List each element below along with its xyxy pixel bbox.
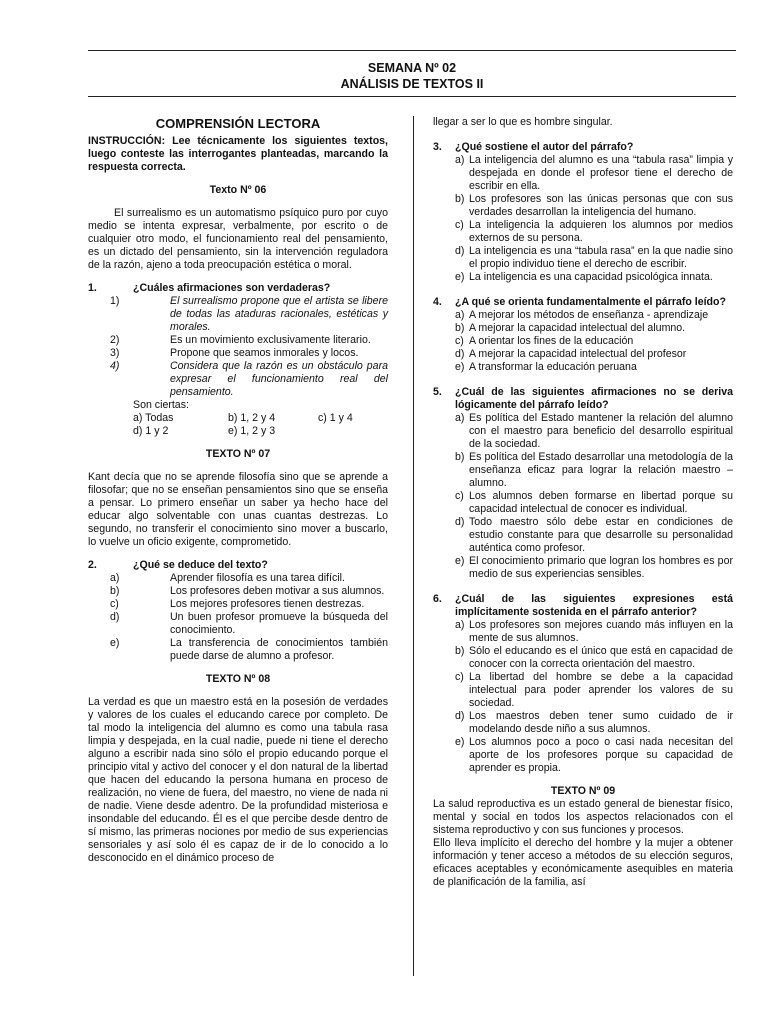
question-5: 5. ¿Cuál de las siguientes afirmaciones no se deriva lógicamente del párrafo leído? <box>433 386 733 411</box>
q3-option-a[interactable]: a) La inteligencia del alumno es una “tabula rasa” limpia y despejada en donde el profesor tiene el derecho de escribir en ella. <box>455 154 733 192</box>
q6-option-d[interactable]: d) Los maestros deben tener sumo cuidado de ir modelando desde niño a sus alumnos. <box>455 710 733 735</box>
option-b[interactable]: b) 1, 2 y 4 <box>228 412 276 424</box>
question-1: 1. ¿Cuáles afirmaciones son verdaderas? <box>88 282 331 294</box>
comprension-title: COMPRENSIÓN LECTORA <box>155 116 321 131</box>
q3-option-d[interactable]: d) La inteligencia es una “tabula rasa” en la que nadie sino el propio individuo tiene el derecho de escribir. <box>455 245 733 270</box>
q3-option-c[interactable]: c) La inteligencia la adquieren los alumnos por medios externos de su persona. <box>455 219 733 244</box>
right-column <box>433 116 733 889</box>
q6-option-c[interactable]: c) La libertad del hombre se debe a la capacidad intelectual para poder aprender los valores de su sociedad. <box>455 671 733 709</box>
q5-option-a[interactable]: a) Es política del Estado mantener la relación del alumno con el maestro para beneficio del desarrollo espiritual de la sociedad. <box>455 412 733 450</box>
question-3: 3. ¿Qué sostiene el autor del párrafo? <box>433 141 634 153</box>
top-rule <box>88 50 736 51</box>
option-c[interactable]: c) 1 y 4 <box>318 412 353 424</box>
question-2: 2. ¿Qué se deduce del texto? <box>88 559 268 571</box>
option-d[interactable]: d) 1 y 2 <box>133 425 169 437</box>
q1-son-ciertas: Son ciertas: <box>133 399 189 411</box>
texto07-heading: TEXTO Nº 07 <box>205 448 271 460</box>
left-column <box>88 116 388 865</box>
q2-option-d[interactable]: d) Un buen profesor promueve la búsqueda del conocimiento. <box>110 611 388 636</box>
texto09-paragraph-1: La salud reproductiva es un estado general de bienestar físico, mental y social en todos los aspectos relacionados con el sistema reproductivo y con sus funciones y procesos. <box>433 798 733 836</box>
q1-item-3: 3) Propone que seamos inmorales y locos. <box>110 347 359 359</box>
option-a[interactable]: a) Todas <box>133 412 174 424</box>
q4-option-d[interactable]: d) A mejorar la capacidad intelectual del profesor <box>455 348 687 360</box>
q5-option-e[interactable]: e) El conocimiento primario que logran los hombres es por medio de sus experiencias sensibles. <box>455 555 733 580</box>
column-divider <box>413 116 414 976</box>
header-rule <box>88 96 736 97</box>
texto06-body: El surrealismo es un automatismo psíquico puro por cuyo medio se intenta expresar, verbalmente, por escrito o de cualquier otro modo, el funcionamiento real del pensamiento, es un dictado del pensamiento, sin la intervención reguladora de la razón, ajeno a toda preocupación estética o moral. <box>88 207 388 271</box>
q5-option-d[interactable]: d) Todo maestro sólo debe estar en condiciones de estudio constante para que desarrolle su personalidad auténtica como profesor. <box>455 516 733 554</box>
q1-item-2: 2) Es un movimiento exclusivamente literario. <box>110 334 371 346</box>
week-title: SEMANA Nº 02 <box>367 61 457 75</box>
q2-option-e[interactable]: e) La transferencia de conocimientos también puede darse de alumno a profesor. <box>110 637 388 662</box>
texto06-heading: Texto Nº 06 <box>209 184 267 196</box>
q6-option-b[interactable]: b) Sólo el educando es el único que está en capacidad de conocer con la correcta orientación del maestro. <box>455 645 733 670</box>
texto09-paragraph-2: Ello lleva implícito el derecho del hombre y la mujer a obtener información y tener acceso a métodos de su elección seguros, eficaces aceptables y económicamente asequibles en materia de planificación de la familia, así <box>433 837 733 888</box>
option-e[interactable]: e) 1, 2 y 3 <box>228 425 276 437</box>
texto08-heading: TEXTO Nº 08 <box>205 673 271 685</box>
q3-option-e[interactable]: e) La inteligencia es una capacidad psicológica innata. <box>455 271 713 283</box>
section-title: ANÁLISIS DE TEXTOS II <box>340 77 484 91</box>
q5-option-b[interactable]: b) Es política del Estado desarrollar una metodología de la enseñanza eficaz para lograr la relación maestro – alumno. <box>455 451 733 489</box>
q1-options <box>133 412 388 438</box>
q1-item-4: 4) Considera que la razón es un obstáculo para expresar el funcionamiento real del pensamiento. <box>110 360 388 398</box>
q3-option-b[interactable]: b) Los profesores son las únicas personas que con sus verdades desarrollan la inteligencia del humano. <box>455 193 733 218</box>
texto09-heading: TEXTO Nº 09 <box>550 785 616 797</box>
instruction: INSTRUCCIÓN: Lee técnicamente los siguientes textos, luego conteste las interrogantes planteadas, marcando la respuesta correcta. <box>88 135 388 173</box>
q4-option-e[interactable]: e) A transformar la educación peruana <box>455 361 637 373</box>
texto08-continuation: llegar a ser lo que es hombre singular. <box>433 116 613 128</box>
q6-option-a[interactable]: a) Los profesores son mejores cuando más influyen en la mente de sus alumnos. <box>455 619 733 644</box>
texto08-body: La verdad es que un maestro está en la posesión de verdades y valores de los cuales el educando carece por completo. De tal modo la inteligencia del alumno es como una tabula rasa limpia y despejada, en la cual nadie, puede ni tiene el derecho alguno a escribir nada sino sólo el propio educando porque el principio vital y activo del conocer y el don natural de la libertad que hacen del educando la persona humana en proceso de realización, no viene de fuera, del maestro, no viene de nada ni de nadie. Viene desde adentro. De la profundidad misteriosa e insondable del educando. Él es el que percibe desde dentro de sí mismo, las primeras nociones por medio de sus experiencias sensoriales y así solo él es capaz de ir de lo conocido a lo desconocido en el dinámico proceso de <box>88 696 388 864</box>
q1-item-1: 1) El surrealismo propone que el artista se libere de todas las ataduras racionales, estéticas y morales. <box>110 295 388 333</box>
q2-option-a[interactable]: a) Aprender filosofía es una tarea difícil. <box>110 572 345 584</box>
question-6: 6. ¿Cuál de las siguientes expresiones está implícitamente sostenida en el párrafo anterior? <box>433 593 733 618</box>
texto07-body: Kant decía que no se aprende filosofía sino que se aprende a filosofar; que no se enseñan pensamientos sino que se enseña a pensar. Lo primero enseñar un saber ya hecho hace del educar algo solventable con unas cuantas destrezas. Lo segundo, no transferir el conocimiento sino mover a buscarlo, lo vuelve un oficio exigente, comprometido. <box>88 471 388 548</box>
q2-option-c[interactable]: c) Los mejores profesores tienen destrezas. <box>110 598 365 610</box>
q6-option-e[interactable]: e) Los alumnos poco a poco o casi nada necesitan del aporte de los profesores porque su capacidad de aprender es propia. <box>455 736 733 774</box>
q4-option-b[interactable]: b) A mejorar la capacidad intelectual del alumno. <box>455 322 686 334</box>
q2-option-b[interactable]: b) Los profesores deben motivar a sus alumnos. <box>110 585 385 597</box>
q5-option-c[interactable]: c) Los alumnos deben formarse en libertad porque su capacidad intelectual de conocer es individual. <box>455 490 733 515</box>
q4-option-c[interactable]: c) A orientar los fines de la educación <box>455 335 634 347</box>
q4-option-a[interactable]: a) A mejorar los métodos de enseñanza - aprendizaje <box>455 309 709 321</box>
question-4: 4. ¿A qué se orienta fundamentalmente el párrafo leído? <box>433 296 726 308</box>
